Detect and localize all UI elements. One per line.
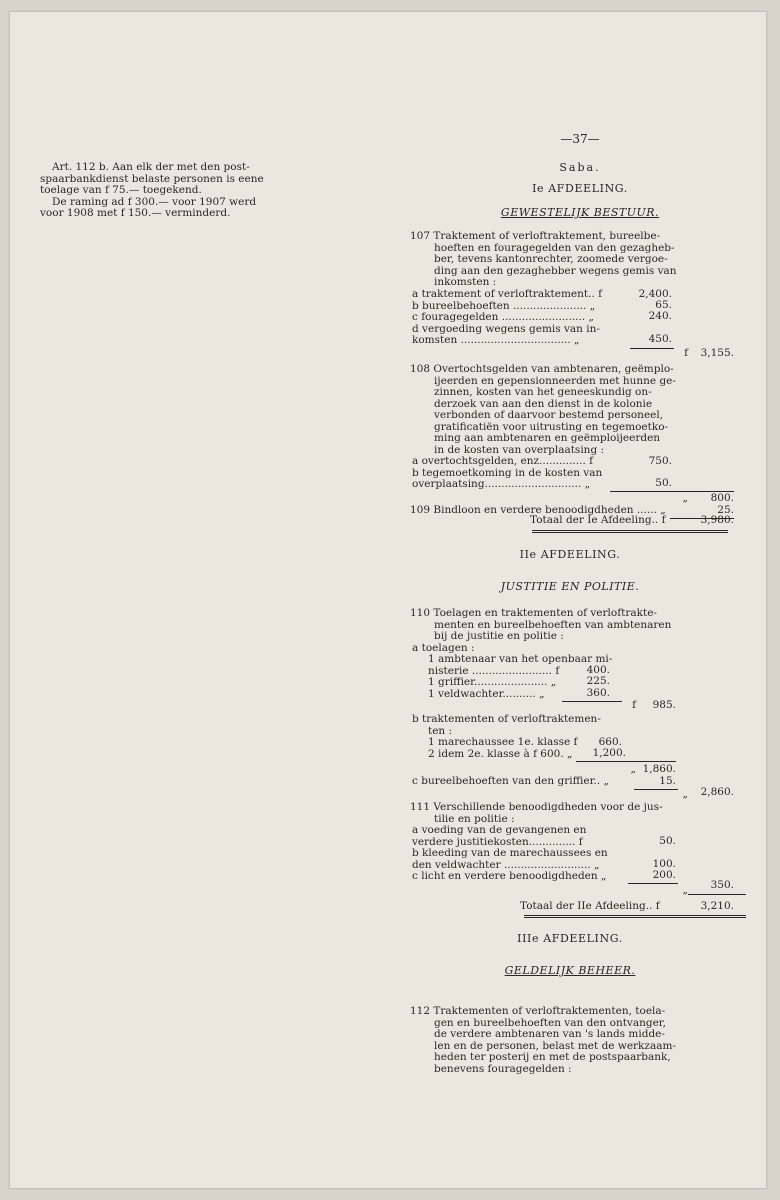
item-line: 2 idem 2e. klasse à f 600. „	[428, 747, 573, 760]
currency: „	[682, 884, 688, 896]
article-text: ming aan ambtenaren en geëmploijeerden	[434, 432, 661, 444]
article-109-amount: 25.	[717, 504, 734, 516]
amount: 100.	[652, 858, 676, 870]
bleed-through-text	[290, 152, 370, 1052]
article-text: 112 Traktementen of verloftraktementen, toela-	[410, 1005, 666, 1017]
note-line: spaarbankdienst belaste personen is eene	[40, 172, 264, 185]
article-108-total: 800.	[710, 492, 734, 504]
currency: „	[630, 763, 636, 775]
currency: f	[684, 347, 688, 359]
article-111-total: 350.	[710, 879, 734, 891]
article-110-c: c bureelbehoeften van den griffier.. „	[412, 775, 609, 787]
article-107-total: 3,155.	[700, 347, 734, 359]
note-line: De raming ad f 300.— voor 1907 werd	[52, 195, 257, 208]
amount: 2,400.	[638, 288, 672, 300]
article-text: heden ter posterij en met de postspaarbank,	[434, 1051, 671, 1063]
sub-label: b traktementen of verloftraktemen-	[412, 713, 601, 725]
article-text: ding aan den gezaghebber wegens gemis van	[434, 264, 677, 277]
sum-line	[630, 348, 674, 349]
article-text: gratificatiën voor uitrusting en tegemoetko-	[434, 420, 669, 433]
article-text: benevens fouragegelden :	[434, 1062, 572, 1075]
amount: 450.	[648, 333, 672, 345]
division-1-total-label: Totaal der Ie Afdeeling.. f	[530, 514, 666, 526]
item-line: 1 veldwachter.......... „	[428, 687, 545, 700]
article-text: 111 Verschillende benoodigdheden voor de jus-	[410, 801, 663, 813]
article-110-b-total: 1,860.	[642, 763, 676, 775]
article-111-items	[412, 825, 608, 883]
article-text: verbonden of daarvoor bestemd personeel,	[434, 409, 664, 421]
item-line: overplaatsing............................. „	[412, 478, 591, 490]
sum-line	[628, 883, 678, 884]
amount: 200.	[652, 869, 676, 881]
article-110-b-items	[428, 737, 577, 760]
sum-line	[634, 789, 678, 790]
item-line: den veldwachter .......................... „	[412, 858, 600, 871]
item-line: c licht en verdere benoodigdheden „	[412, 870, 607, 882]
division-2-total: 3,210.	[700, 900, 734, 912]
division-1-total: 3,980.	[700, 514, 734, 526]
division-2-total-label: Totaal der IIe Afdeeling.. f	[520, 900, 660, 912]
item-line: b tegemoetkoming in de kosten van	[412, 466, 603, 479]
article-text: de verdere ambtenaren van 's lands midde-	[434, 1028, 665, 1040]
currency: „	[682, 788, 688, 800]
item-line: a overtochtsgelden, enz.............. f	[412, 455, 594, 467]
note-line: toelage van f 75.— toegekend.	[40, 184, 202, 196]
amount: 660.	[598, 736, 622, 748]
article-text: ijeerden en gepensionneerden met hunne ge-	[434, 374, 676, 387]
article-text: menten en bureelbehoeften van ambtenaren	[434, 618, 672, 631]
amount: 50.	[655, 477, 672, 489]
article-text: inkomsten :	[434, 276, 497, 288]
document-page	[10, 12, 766, 1188]
item-line: komsten ................................. „	[412, 334, 580, 346]
currency: „	[682, 492, 688, 504]
amount: 240.	[648, 310, 672, 322]
article-108	[410, 364, 676, 456]
division-1-title: Ie AFDEELING.	[532, 182, 628, 195]
double-rule	[532, 530, 728, 533]
item-line: d vergoeding wegens gemis van in-	[412, 322, 600, 335]
article-112	[410, 1006, 676, 1075]
division-1-subtitle: GEWESTELIJK BESTUUR.	[500, 206, 660, 219]
article-text: 110 Toelagen en traktementen of verloftrakte-	[410, 607, 657, 619]
item-line: 1 marechaussee 1e. klasse f	[428, 736, 578, 748]
item-line: c fouragegelden ......................... „	[412, 311, 594, 323]
article-text: bij de justitie en politie :	[434, 630, 564, 642]
article-text: zinnen, kosten van het geneeskundig on-	[434, 386, 652, 398]
amount: 400.	[586, 664, 610, 676]
article-text: 108 Overtochtsgelden van ambtenaren, geëmplo-	[410, 363, 674, 375]
sub-label: ten :	[428, 724, 453, 737]
item-line: 1 ambtenaar van het openbaar mi-	[428, 653, 613, 665]
article-110-a-total: 985.	[652, 699, 676, 711]
division-2-title: IIe AFDEELING.	[519, 548, 621, 561]
article-110-total: 2,860.	[700, 786, 734, 798]
article-text: ber, tevens kantonrechter, zoomede vergoe-	[434, 253, 668, 265]
amount: 1,200.	[592, 747, 626, 759]
article-text: 107 Traktement of verloftraktement, bureelbe-	[410, 230, 661, 242]
double-rule	[524, 915, 746, 918]
item-line: a traktement of verloftraktement.. f	[412, 288, 603, 300]
sum-line	[562, 701, 622, 702]
article-text: in de kosten van overplaatsing :	[434, 443, 605, 456]
article-107	[410, 231, 677, 289]
place-title: Saba.	[559, 161, 601, 174]
note-line: voor 1908 met f 150.— verminderd.	[40, 207, 231, 219]
amount: 15.	[659, 775, 676, 787]
amount: 750.	[648, 455, 672, 467]
division-2-subtitle: JUSTITIE EN POLITIE.	[500, 580, 640, 593]
amount: 50.	[659, 835, 676, 847]
currency: f	[632, 699, 636, 711]
article-110	[410, 608, 671, 654]
amount: 360.	[586, 687, 610, 699]
sum-line	[576, 761, 676, 762]
article-text: tilie en politie :	[434, 812, 515, 825]
item-line: verdere justitiekosten.............. f	[412, 835, 583, 848]
article-111	[410, 802, 663, 825]
item-line: nisterie ........................ f	[428, 664, 560, 677]
item-line: b bureelbehoeften ...................... „	[412, 299, 596, 312]
article-109: 109 Bindloon en verdere benoodigdheden ...... „	[410, 504, 666, 516]
amount: 65.	[655, 299, 672, 311]
note-line: Art. 112 b. Aan elk der met den post-	[52, 161, 250, 173]
item-line: a voeding van de gevangenen en	[412, 824, 587, 836]
article-text: len en de personen, belast met de werkzaam-	[434, 1039, 676, 1052]
article-text: gen en bureelbehoeften van den ontvanger,	[434, 1016, 667, 1029]
division-3-subtitle: GELDELIJK BEHEER.	[504, 964, 636, 977]
article-110-b	[412, 714, 601, 737]
page-number: —37—	[560, 132, 600, 146]
article-text: derzoek van aan den dienst in de kolonie	[434, 397, 653, 410]
sub-label: a toelagen :	[412, 641, 475, 654]
article-108-items	[412, 456, 602, 491]
sum-line	[688, 894, 746, 895]
item-line: 1 griffier...................... „	[428, 676, 557, 688]
article-text: hoeften en fouragegelden van den gezagheb-	[434, 241, 675, 254]
item-line: b kleeding van de marechaussees en	[412, 847, 608, 859]
division-3-title: IIIe AFDEELING.	[517, 932, 623, 945]
amount: 225.	[586, 675, 610, 687]
article-107-items	[412, 289, 602, 347]
left-note	[40, 162, 264, 220]
